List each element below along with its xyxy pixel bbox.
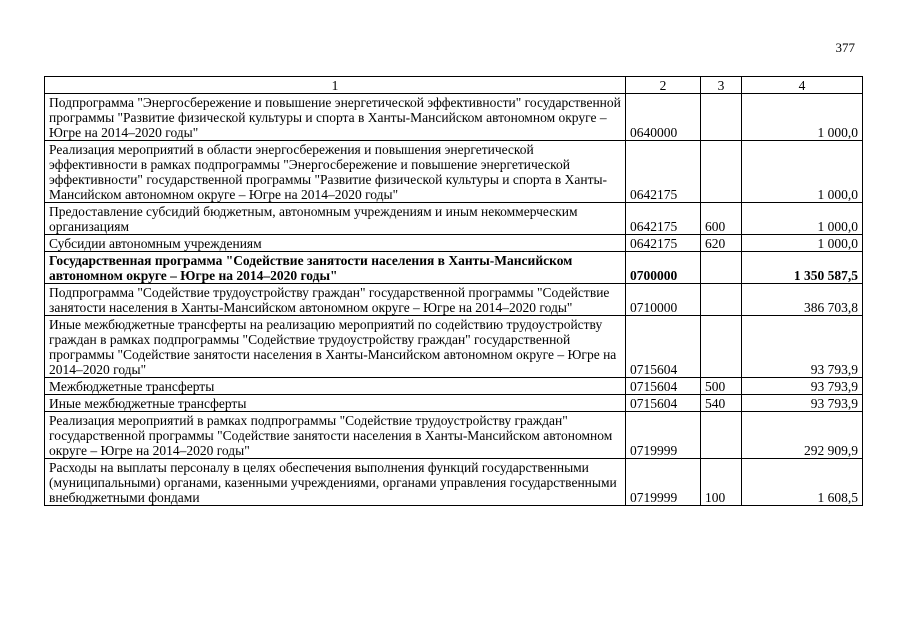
row-code: 0715604 (626, 316, 701, 378)
row-type-code (701, 412, 742, 459)
row-code: 0642175 (626, 141, 701, 203)
table-row (45, 378, 863, 395)
row-amount: 292 909,9 (742, 412, 863, 459)
row-code: 0715604 (626, 395, 701, 412)
row-description: Подпрограмма "Содействие трудоустройству граждан" государственной программы "Содействие занятости населения в Ханты-Мансийском автономном округе – Югре на 2014–2020 годы" (45, 284, 626, 316)
row-code: 0640000 (626, 94, 701, 141)
row-amount: 1 608,5 (742, 459, 863, 506)
row-description: Расходы на выплаты персоналу в целях обеспечения выполнения функций государственными (муниципальными) органами, казенными учреждениями, органами управления государственными внебюджетными фондами (45, 459, 626, 506)
table-row (45, 235, 863, 252)
row-description: Субсидии автономным учреждениям (45, 235, 626, 252)
row-type-code (701, 141, 742, 203)
row-type-code: 540 (701, 395, 742, 412)
row-description: Реализация мероприятий в рамках подпрограммы "Содействие трудоустройству граждан" государственной программы "Содействие занятости населения в Ханты-Мансийском автономном округе – Югре на 2014–2020 годы" (45, 412, 626, 459)
table-row (45, 141, 863, 203)
table-row (45, 252, 863, 284)
row-description: Предоставление субсидий бюджетным, автономным учреждениям и иным некоммерческим организациям (45, 203, 626, 235)
row-description: Подпрограмма "Энергосбережение и повышение энергетической эффективности" государственной программы "Развитие физической культуры и спорта в Ханты-Мансийском автономном округе – Югре на 2014–2020 годы" (45, 94, 626, 141)
row-amount: 1 350 587,5 (742, 252, 863, 284)
row-amount: 93 793,9 (742, 395, 863, 412)
row-amount: 1 000,0 (742, 94, 863, 141)
row-code: 0719999 (626, 459, 701, 506)
table-row (45, 94, 863, 141)
row-description: Иные межбюджетные трансферты (45, 395, 626, 412)
table-row (45, 203, 863, 235)
row-description: Государственная программа "Содействие занятости населения в Ханты-Мансийском автономном округе – Югре на 2014–2020 годы" (45, 252, 626, 284)
header-col-4: 4 (742, 77, 863, 94)
row-type-code: 100 (701, 459, 742, 506)
row-code: 0700000 (626, 252, 701, 284)
table-row (45, 459, 863, 506)
row-amount: 386 703,8 (742, 284, 863, 316)
page-number: 377 (835, 40, 855, 55)
row-amount: 1 000,0 (742, 141, 863, 203)
row-type-code (701, 316, 742, 378)
budget-table (44, 76, 863, 506)
row-type-code: 600 (701, 203, 742, 235)
table-row (45, 412, 863, 459)
row-code: 0642175 (626, 203, 701, 235)
row-code: 0710000 (626, 284, 701, 316)
row-description: Межбюджетные трансферты (45, 378, 626, 395)
row-type-code: 500 (701, 378, 742, 395)
row-code: 0642175 (626, 235, 701, 252)
table-row (45, 395, 863, 412)
row-type-code (701, 252, 742, 284)
table-row (45, 284, 863, 316)
row-description: Реализация мероприятий в области энергосбережения и повышения энергетической эффективности в рамках подпрограммы "Энергосбережение и повышение энергетической эффективности" государственной программы "Развитие физической культуры и спорта в Ханты-Мансийском автономном округе – Югре на 2014–2020 годы" (45, 141, 626, 203)
row-amount: 93 793,9 (742, 378, 863, 395)
row-description: Иные межбюджетные трансферты на реализацию мероприятий по содействию трудоустройству граждан в рамках подпрограммы "Содействие трудоустройству граждан" государственной программы "Содействие занятости населения в Ханты-Мансийском автономном округе – Югре на 2014–2020 годы" (45, 316, 626, 378)
row-type-code: 620 (701, 235, 742, 252)
table-header-row (45, 77, 863, 94)
header-col-1: 1 (45, 77, 626, 94)
header-col-3: 3 (701, 77, 742, 94)
header-col-2: 2 (626, 77, 701, 94)
row-amount: 1 000,0 (742, 235, 863, 252)
row-code: 0719999 (626, 412, 701, 459)
row-type-code (701, 94, 742, 141)
row-type-code (701, 284, 742, 316)
row-code: 0715604 (626, 378, 701, 395)
row-amount: 1 000,0 (742, 203, 863, 235)
row-amount: 93 793,9 (742, 316, 863, 378)
table-row (45, 316, 863, 378)
